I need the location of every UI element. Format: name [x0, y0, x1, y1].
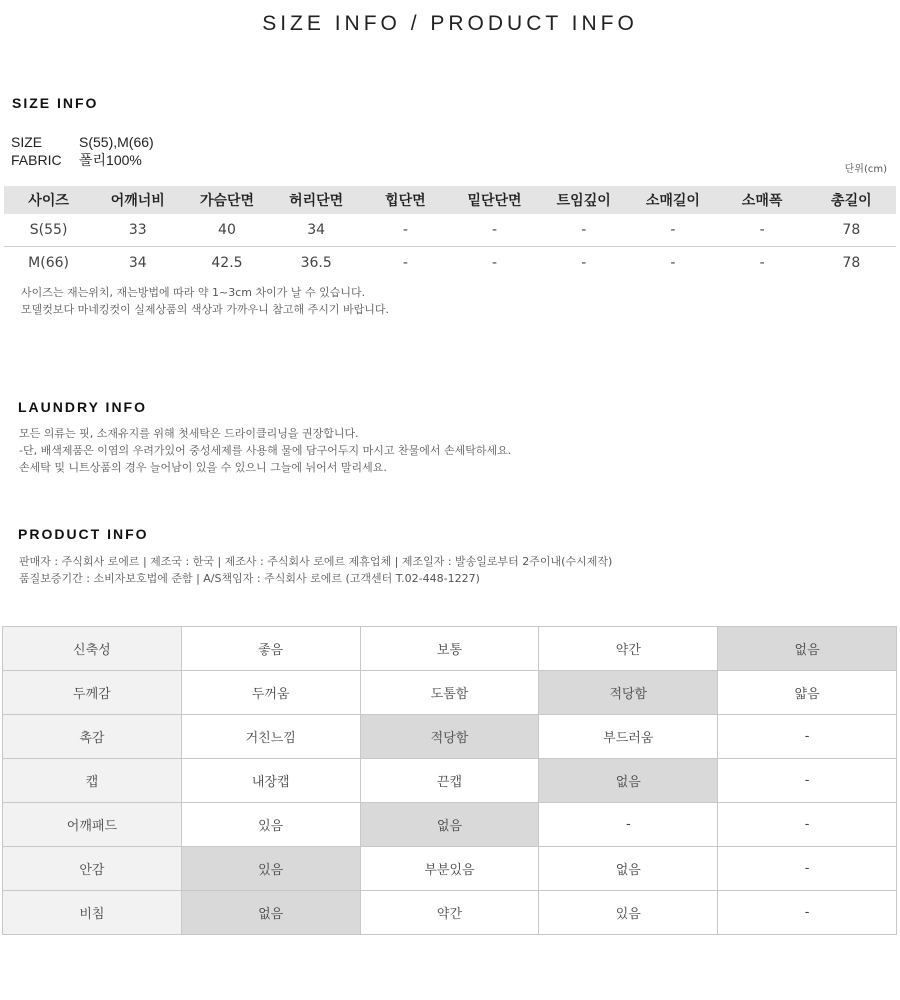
- property-option: 좋음: [181, 627, 360, 671]
- property-option: 얇음: [718, 671, 897, 715]
- column-header: 총길이: [807, 186, 896, 214]
- property-row: [3, 847, 897, 891]
- table-cell: 78: [807, 214, 896, 247]
- property-option: 부분있음: [360, 847, 539, 891]
- property-option-selected: 없음: [718, 627, 897, 671]
- table-cell: -: [628, 214, 717, 247]
- property-option: -: [718, 715, 897, 759]
- column-header: 힙단면: [361, 186, 450, 214]
- property-option: -: [718, 803, 897, 847]
- table-cell: S(55): [4, 214, 93, 247]
- property-option-selected: 적당함: [539, 671, 718, 715]
- table-cell: -: [492, 255, 498, 271]
- table-cell: 42.5: [211, 255, 243, 271]
- property-table: [2, 626, 897, 935]
- property-row: [3, 627, 897, 671]
- table-cell: 34: [272, 214, 361, 247]
- column-header: 소매폭: [718, 186, 807, 214]
- size-table: [4, 186, 896, 279]
- column-header: 사이즈: [4, 186, 93, 214]
- property-option: -: [539, 803, 718, 847]
- table-cell: -: [670, 255, 676, 271]
- property-name: 촉감: [3, 715, 182, 759]
- fabric-value: 폴리100%: [79, 152, 142, 168]
- property-option: 보통: [360, 627, 539, 671]
- table-row: [4, 247, 896, 280]
- property-option: 끈캡: [360, 759, 539, 803]
- column-header: 허리단면: [272, 186, 361, 214]
- property-option: 거친느낌: [181, 715, 360, 759]
- table-cell: 36.5: [300, 255, 332, 271]
- property-option: 도톰함: [360, 671, 539, 715]
- product-notes: [19, 553, 612, 587]
- size-label: SIZE: [11, 134, 43, 150]
- fabric-spec: [11, 150, 142, 170]
- property-name: 두께감: [3, 671, 182, 715]
- table-cell: 78: [842, 255, 861, 271]
- table-cell: -: [581, 255, 587, 271]
- size-table-header: [4, 186, 896, 214]
- laundry-info-heading: LAUNDRY INFO: [18, 399, 147, 415]
- table-cell: 34: [128, 255, 147, 271]
- property-name: 어깨패드: [3, 803, 182, 847]
- column-header: 가슴단면: [182, 186, 271, 214]
- table-cell: -: [718, 214, 807, 247]
- fabric-label: FABRIC: [11, 152, 62, 168]
- table-cell: -: [402, 255, 408, 271]
- column-header: 트임깊이: [539, 186, 628, 214]
- property-option: 부드러움: [539, 715, 718, 759]
- property-option: -: [718, 891, 897, 935]
- page-title: SIZE INFO / PRODUCT INFO: [262, 12, 638, 35]
- property-option: 약간: [360, 891, 539, 935]
- property-option: 있음: [539, 891, 718, 935]
- property-row: [3, 715, 897, 759]
- property-option: 약간: [539, 627, 718, 671]
- table-row: [4, 214, 896, 247]
- size-value: S(55),M(66): [79, 134, 154, 150]
- property-option-selected: 있음: [181, 847, 360, 891]
- table-cell: -: [361, 214, 450, 247]
- size-note: 모델컷보다 마네킹컷이 실제상품의 색상과 가까우니 참고해 주시기 바랍니다.: [21, 303, 390, 316]
- property-name: 비침: [3, 891, 182, 935]
- property-row: [3, 759, 897, 803]
- property-option: 있음: [181, 803, 360, 847]
- property-row: [3, 671, 897, 715]
- property-option: 없음: [539, 847, 718, 891]
- property-name: 캡: [3, 759, 182, 803]
- laundry-line: 모든 의류는 핏, 소재유지를 위해 첫세탁은 드라이클리닝을 권장합니다.: [19, 427, 359, 440]
- table-cell: 33: [93, 214, 182, 247]
- table-cell: -: [450, 214, 539, 247]
- property-option: 내장캡: [181, 759, 360, 803]
- property-option-selected: 없음: [181, 891, 360, 935]
- product-line: 품질보증기간 : 소비자보호법에 준함 | A/S책임자 : 주식회사 로에르 (고객센터 T.02-448-1227): [19, 572, 480, 585]
- column-header: 소매길이: [628, 186, 717, 214]
- property-option-selected: 적당함: [360, 715, 539, 759]
- product-info-heading: PRODUCT INFO: [18, 526, 149, 542]
- table-cell: -: [759, 255, 765, 271]
- table-cell: -: [539, 214, 628, 247]
- table-cell: M(66): [28, 255, 69, 271]
- property-row: [3, 803, 897, 847]
- property-option: -: [718, 759, 897, 803]
- column-header: 어깨너비: [93, 186, 182, 214]
- property-option-selected: 없음: [360, 803, 539, 847]
- size-spec: [11, 134, 154, 150]
- property-name: 안감: [3, 847, 182, 891]
- property-option: -: [718, 847, 897, 891]
- product-line: 판매자 : 주식회사 로에르 | 제조국 : 한국 | 제조사 : 주식회사 로에르 제휴업체 | 제조일자 : 발송일로부터 2주이내(수시제작): [19, 555, 613, 568]
- property-name: 신축성: [3, 627, 182, 671]
- column-header: 밑단단면: [450, 186, 539, 214]
- laundry-notes: [19, 425, 511, 476]
- laundry-line: 손세탁 및 니트상품의 경우 늘어남이 있을 수 있으니 그늘에 뉘어서 말리세요.: [19, 461, 387, 474]
- size-note: 사이즈는 재는위치, 재는방법에 따라 약 1~3cm 차이가 날 수 있습니다.: [21, 286, 366, 299]
- size-notes: [21, 284, 389, 318]
- property-row: [3, 891, 897, 935]
- property-option: 두꺼움: [181, 671, 360, 715]
- table-cell: 40: [182, 214, 271, 247]
- property-option-selected: 없음: [539, 759, 718, 803]
- size-info-heading: SIZE INFO: [12, 95, 99, 111]
- unit-label: 단위(cm): [844, 164, 887, 175]
- laundry-line: -단, 배색제품은 이염의 우려가있어 중성세제를 사용해 물에 담구어두지 마시고 찬물에서 손세탁하세요.: [19, 444, 512, 457]
